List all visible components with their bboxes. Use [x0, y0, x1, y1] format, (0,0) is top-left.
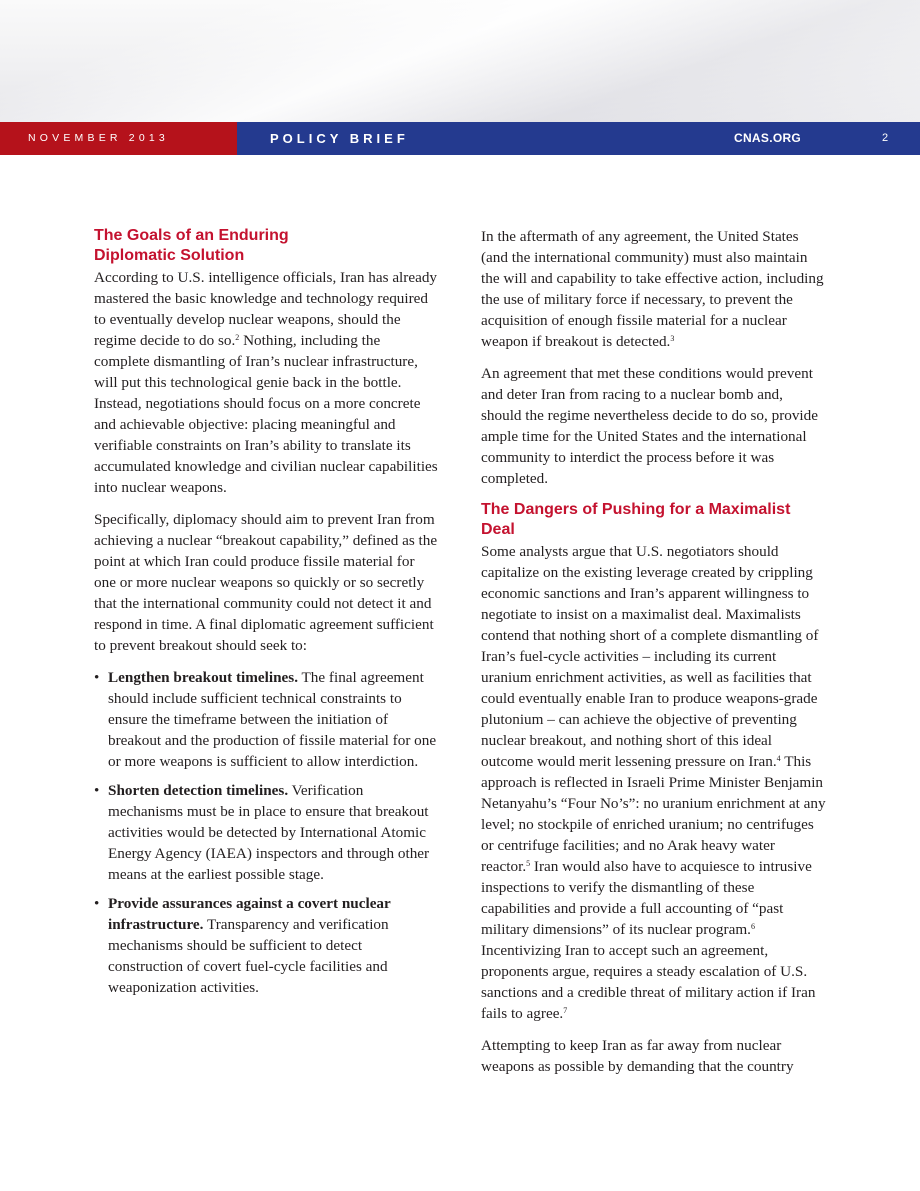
paragraph: Attempting to keep Iran as far away from nuclear weapons as possible by demanding that the country	[481, 1037, 794, 1075]
list-item-text: Transparency and verification mechanisms should be sufficient to detect construction of covert fuel-cycle facilities and weaponization activities.	[108, 916, 389, 996]
paragraph-text: In the aftermath of any agreement, the United States (and the international community) must also maintain the will and capability to take effective action, including the use of military force if necessary, to prevent the acquisition of enough fissile material for a nuclear weapon if breakout is detected.	[481, 228, 824, 350]
list-item-text: The final agreement should include sufficient technical constraints to ensure the timeframe between the initiation of breakout and the production of fissile material for one or more weapons is sufficient to allow interdiction.	[108, 669, 437, 770]
paragraph: An agreement that met these conditions would prevent and deter Iran from racing to a nuclear bomb and, should the regime nevertheless decide to do so, provide ample time for the United States and the international community to interdict the process before it was completed.	[481, 365, 818, 487]
footnote-ref[interactable]: 5	[526, 859, 531, 868]
list-item-text: Verification mechanisms must be in place to ensure that breakout activities would be detected by International Atomic Energy Agency (IAEA) inspectors and through other means at the earliest possible stage.	[108, 782, 430, 883]
page-number: 2	[882, 132, 889, 144]
paragraph: Specifically, diplomacy should aim to prevent Iran from achieving a nuclear “breakout capability,” defined as the point at which Iran could produce fissile material for one or more nuclear weapons so quickly or so secretly that the international community could not detect it and respond in time. A final diplomatic agreement sufficient to prevent breakout should seek to:	[94, 511, 438, 654]
section-heading-goals	[94, 226, 439, 266]
paragraph	[481, 541, 827, 1024]
header-date-band	[0, 122, 237, 155]
footnote-ref[interactable]: 3	[670, 334, 675, 343]
list-item	[94, 780, 439, 885]
site-link[interactable]: CNAS.ORG	[734, 131, 802, 145]
bullet-marker: •	[94, 669, 100, 686]
list-item-lead: Provide assurances against a covert nuclear infrastructure.	[108, 895, 391, 933]
header-title-band	[237, 122, 920, 155]
paragraph	[94, 267, 439, 498]
issue-date: NOVEMBER 2013	[28, 132, 169, 144]
document-type: POLICY BRIEF	[270, 131, 409, 146]
paragraph-text: Iran would also have to acquiesce to intrusive inspections to verify the dismantling of these capabilities and provide a full accounting of “past military dimensions” of its nuclear program.	[481, 858, 812, 938]
bullet-marker: •	[94, 782, 100, 799]
right-column	[481, 226, 827, 1088]
header-wash	[0, 0, 920, 122]
header-background	[0, 0, 920, 122]
list-item-lead: Shorten detection timelines.	[108, 782, 289, 799]
section-heading-dangers: The Dangers of Pushing for a Maximalist Deal	[481, 501, 791, 538]
goals-list	[94, 667, 439, 998]
footnote-ref[interactable]: 6	[750, 922, 755, 931]
heading-line-2: Diplomatic Solution	[94, 247, 245, 264]
footnote-ref[interactable]: 7	[563, 1006, 568, 1015]
footnote-ref[interactable]: 2	[235, 333, 240, 342]
paragraph-text: Incentivizing Iran to accept such an agreement, proponents argue, requires a steady escalation of U.S. sanctions and a credible threat of military action if Iran fails to agree.	[481, 942, 816, 1022]
paragraph	[481, 226, 827, 352]
paragraph-text: According to U.S. intelligence officials, Iran has already mastered the basic knowledge and technology required to eventually develop nuclear weapons, should the regime decide to do so.	[94, 269, 438, 349]
bullet-marker: •	[94, 895, 100, 912]
heading-line-1: The Goals of an Enduring	[94, 227, 289, 244]
left-column	[94, 226, 439, 1006]
footnote-ref[interactable]: 4	[776, 754, 781, 763]
paragraph-text: Some analysts argue that U.S. negotiators should capitalize on the existing leverage created by crippling economic sanctions and Iran’s apparent willingness to negotiate to insist on a maximalist deal. Maximalists contend that nothing short of a complete dismantling of Iran’s fuel-cycle activities – including its current uranium enrichment activities, as well as facilities that could eventually enable Iran to produce weapons-grade plutonium – can achieve the objective of preventing nuclear breakout, and nothing short of this ideal outcome would merit lessening pressure on Iran.	[481, 543, 819, 770]
list-item-lead: Lengthen breakout timelines.	[108, 669, 298, 686]
list-item	[94, 667, 439, 772]
paragraph-text: This approach is reflected in Israeli Prime Minister Benjamin Netanyahu’s “Four No’s”: no uranium enrichment at any level; no stockpile of enriched uranium; no centrifuges or centrifuge facilities; and no Arak heavy water reactor.	[481, 753, 826, 875]
paragraph-text: Nothing, including the complete dismantling of Iran’s nuclear infrastructure, will put this technological genie back in the bottle. Instead, negotiations should focus on a more concrete and achievable objective: placing meaningful and verifiable constraints on Iran’s ability to translate its accumulated knowledge and civilian nuclear capabilities into nuclear weapons.	[94, 332, 438, 496]
list-item	[94, 893, 439, 998]
